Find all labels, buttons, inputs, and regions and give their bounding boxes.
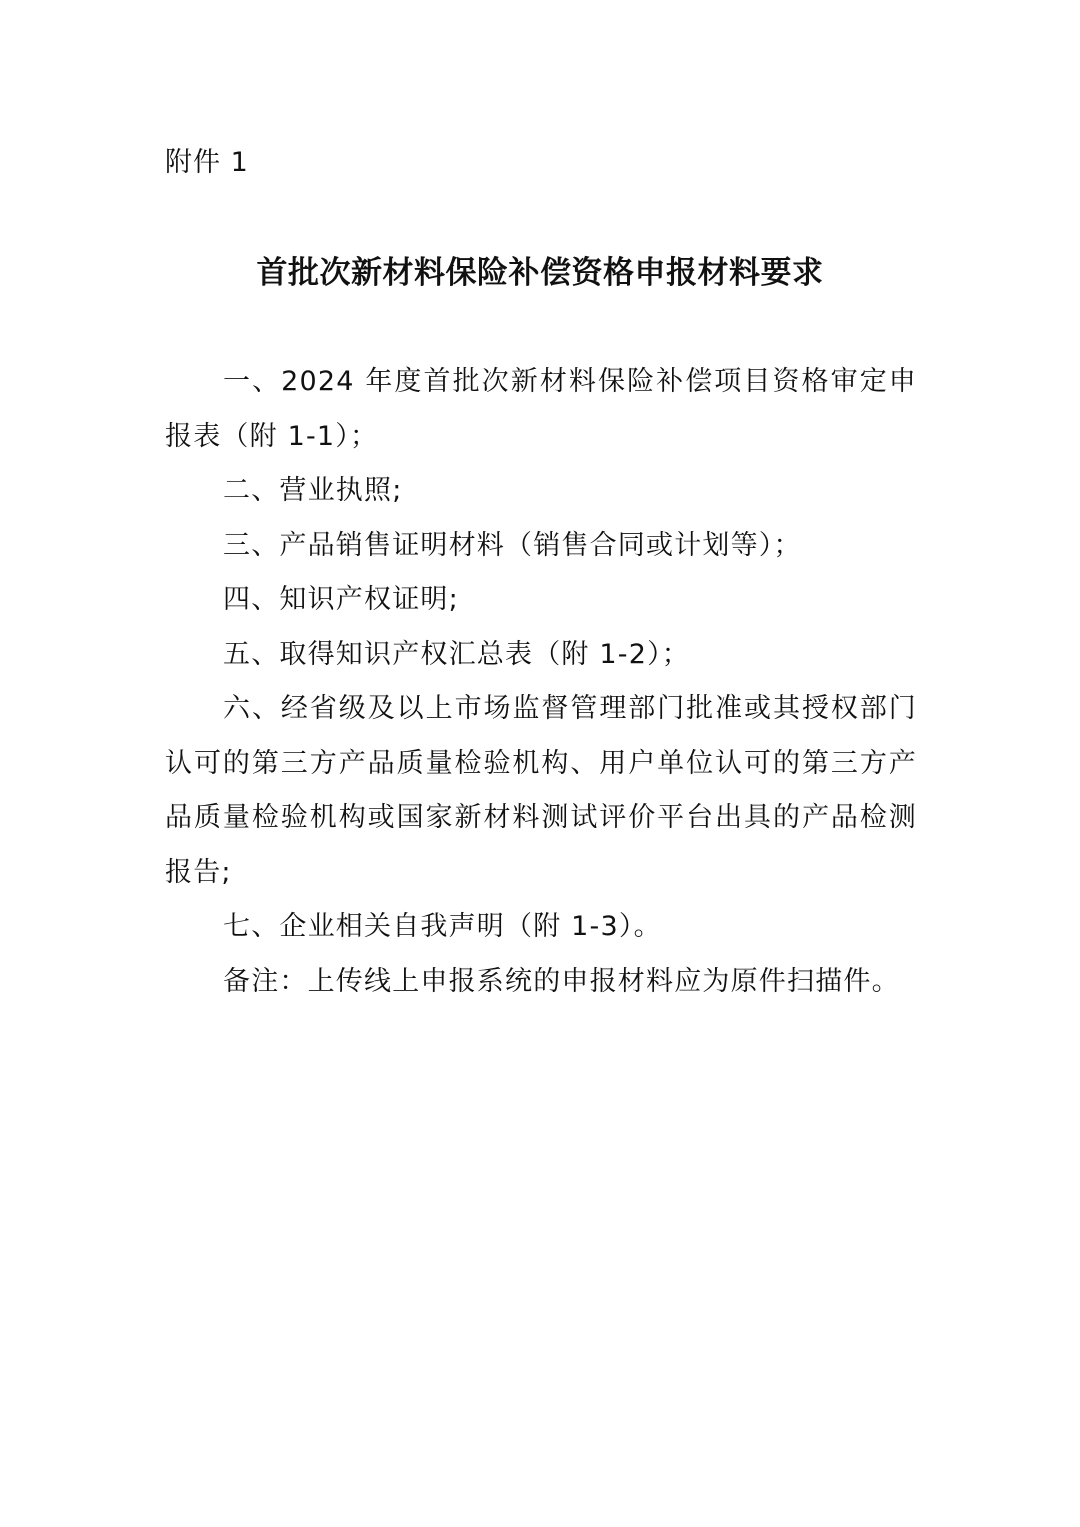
- remark-note: 备注：上传线上申报系统的申报材料应为原件扫描件。: [223, 965, 900, 997]
- requirement-item-3: 三、产品销售证明材料（销售合同或计划等）；: [223, 529, 802, 561]
- requirement-item-5: 五、取得知识产权汇总表（附 1-2）；: [223, 638, 690, 670]
- requirement-item-2: 二、营业执照;: [223, 475, 403, 506]
- requirement-item-7: 七、企业相关自我声明（附 1-3）。: [223, 911, 662, 942]
- requirement-item-4: 四、知识产权证明;: [223, 584, 459, 615]
- requirement-item-1: 一、2024 年度首批次新材料保险补偿项目资格审定申报表（附 1-1）；: [165, 366, 917, 452]
- attachment-label: 附件 1: [165, 147, 249, 178]
- requirements-list: [165, 355, 917, 1009]
- requirement-item-6: 六、经省级及以上市场监督管理部门批准或其授权部门认可的第三方产品质量检验机构、用户单位认可的第三方产品质量检验机构或国家新材料测试评价平台出具的产品检测报告;: [165, 693, 917, 888]
- page-title: 首批次新材料保险补偿资格申报材料要求: [256, 255, 824, 291]
